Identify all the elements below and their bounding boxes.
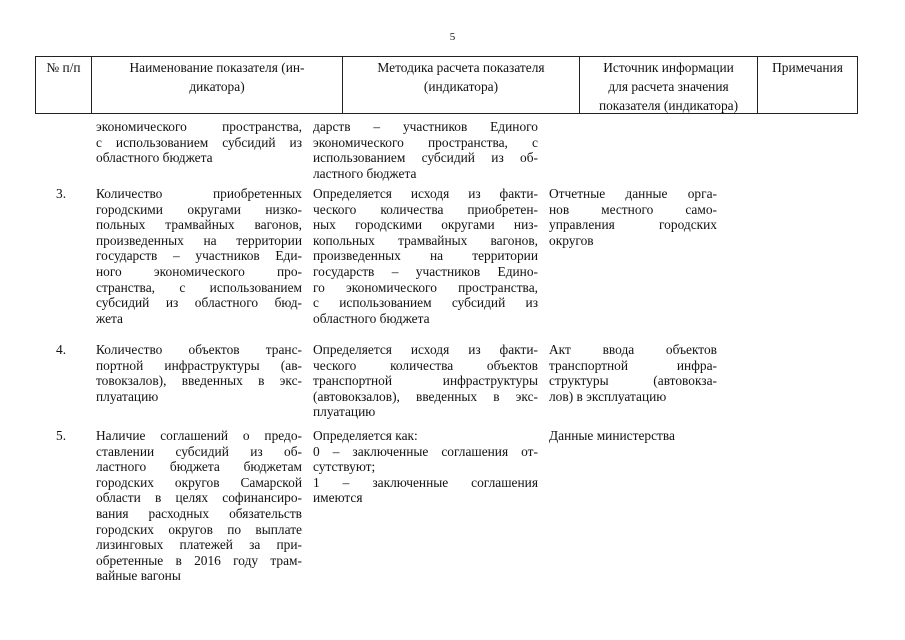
row-text: жета — [96, 310, 123, 326]
row-method — [313, 186, 538, 326]
row-text: экономического пространства, с — [313, 134, 538, 150]
row-text: ческого количества объектов — [313, 357, 538, 373]
row-text: вайные вагоны — [96, 568, 181, 584]
header-indicator-name — [91, 57, 342, 113]
header-text: показателя (индикатора) — [598, 98, 739, 113]
row-source — [549, 186, 717, 248]
row-text: Данные министерства — [549, 428, 675, 443]
row-text: областного бюджета — [96, 150, 213, 166]
header-text: Источник информации — [603, 60, 734, 75]
row-text: портной инфраструктуры (ав- — [96, 357, 302, 373]
row-text: Определяется как: — [313, 428, 418, 443]
header-text: для расчета значения — [608, 79, 729, 94]
header-method — [342, 57, 579, 113]
row-text: Наличие соглашений о предо- — [96, 428, 302, 443]
row-text: Отчетные данные орга- — [549, 186, 717, 201]
row-text: польных трамвайных вагонов, — [96, 217, 302, 233]
row-text: дарств – участников Единого — [313, 119, 538, 134]
row-text: произведенных на территории — [313, 248, 538, 264]
row-text: транспортной инфраструктуры — [313, 373, 538, 389]
row-text: Определяется исходя из факти- — [313, 186, 538, 201]
row-text: округов — [549, 232, 594, 248]
row-text: городскими округами низко- — [96, 201, 302, 217]
row-text: 0 – заключенные соглашения от- — [313, 443, 538, 459]
row-number: 3. — [56, 186, 67, 201]
row-text: имеются — [313, 490, 363, 506]
row-text: плуатацию — [96, 388, 159, 404]
row-text: копольных трамвайных вагонов, — [313, 232, 538, 248]
row-text: Количество приобретенных — [96, 186, 302, 201]
row-text: сутствуют; — [313, 459, 376, 475]
row-text: Определяется исходя из факти- — [313, 342, 538, 357]
header-text: Методика расчета показателя — [377, 60, 545, 75]
row-text: государств – участников Еди- — [96, 248, 302, 264]
page-number: 5 — [449, 31, 456, 43]
row-method — [313, 342, 538, 420]
row-text: экономического пространства, — [96, 119, 302, 134]
row-method — [313, 119, 538, 181]
row-text: с использованием субсидий из — [96, 134, 302, 150]
row-text: Акт ввода объектов — [549, 342, 717, 357]
row-text: нов местного само- — [549, 201, 717, 217]
row-text: произведенных на территории — [96, 232, 302, 248]
row-text: городских округов по выплате — [96, 521, 302, 537]
row-text: ластного бюджета бюджетам — [96, 459, 302, 475]
row-text: ластного бюджета — [313, 165, 417, 181]
header-text: (индикатора) — [423, 79, 499, 94]
header-source — [579, 57, 757, 113]
row-text: лов) в эксплуатацию — [549, 388, 667, 404]
row-number: 5. — [56, 428, 67, 443]
row-text: управления городских — [549, 217, 717, 233]
row-text: ного экономического про- — [96, 263, 302, 279]
header-text: Примечания — [772, 60, 843, 75]
row-text: го экономического пространства, — [313, 279, 538, 295]
row-text: области в целях софинансиро- — [96, 490, 302, 506]
row-name — [96, 342, 302, 404]
row-text: областного бюджета — [313, 310, 430, 326]
header-text: дикатора) — [189, 79, 245, 94]
row-text: с использованием субсидий из — [313, 295, 538, 311]
row-source — [549, 428, 717, 444]
row-source — [549, 342, 717, 404]
row-text: структуры (автовокза- — [549, 373, 717, 389]
row-name — [96, 186, 302, 326]
row-method — [313, 428, 538, 506]
row-name — [96, 119, 302, 166]
row-text: вания расходных обязательств — [96, 505, 302, 521]
row-text: странства, с использованием — [96, 279, 302, 295]
row-text: городских округов Самарской — [96, 474, 302, 490]
row-text: субсидий из областного бюд- — [96, 295, 302, 311]
row-text: транспортной инфра- — [549, 357, 717, 373]
table-header — [35, 56, 858, 114]
header-notes — [757, 57, 857, 113]
row-text: 1 – заключенные соглашения — [313, 474, 538, 490]
header-number — [36, 57, 91, 113]
row-text: товокзалов), введенных в экс- — [96, 373, 302, 389]
row-text: обретенные в 2016 году трам- — [96, 552, 302, 568]
row-text: плуатацию — [313, 404, 376, 420]
header-text: Наименование показателя (ин- — [129, 60, 305, 75]
row-number: 4. — [56, 342, 67, 357]
row-text: ных городскими округами низ- — [313, 217, 538, 233]
row-name — [96, 428, 302, 584]
row-text: использованием субсидий из об- — [313, 150, 538, 166]
row-text: (автовокзалов), введенных в экс- — [313, 388, 538, 404]
row-text: ческого количества приобретен- — [313, 201, 538, 217]
header-text: № п/п — [46, 60, 81, 75]
row-text: Количество объектов транс- — [96, 342, 302, 357]
row-text: государств – участников Едино- — [313, 263, 538, 279]
row-text: лизинговых платежей за при- — [96, 537, 302, 553]
row-text: ставлении субсидий из об- — [96, 443, 302, 459]
